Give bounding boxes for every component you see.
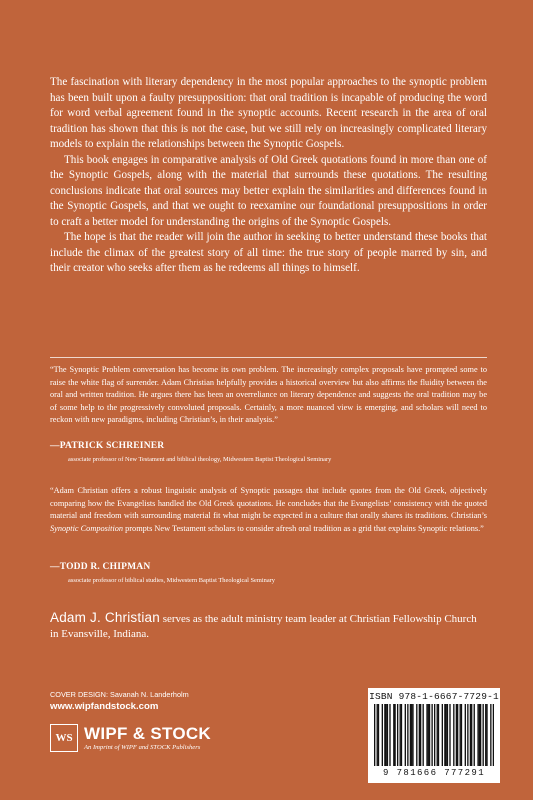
publisher-website: www.wipfandstock.com (50, 701, 159, 712)
barcode-bar (429, 704, 430, 766)
barcode-bar (474, 704, 475, 766)
barcode-bar (426, 704, 427, 766)
endorsement-2-name: —TODD R. CHIPMAN (50, 562, 151, 572)
barcode-bar (387, 704, 388, 766)
barcode-bar (453, 704, 454, 766)
barcode-bar (460, 704, 461, 766)
barcode-bar (456, 704, 457, 766)
endorsement-1-name: —PATRICK SCHREINER (50, 441, 165, 451)
barcode-bar (401, 704, 402, 766)
barcode-bar (389, 704, 390, 766)
barcode-bar (480, 704, 481, 766)
barcode-bar (467, 704, 468, 766)
barcode-bar (449, 704, 450, 766)
barcode-bar (385, 704, 386, 766)
barcode-bar (471, 704, 472, 766)
barcode-bar (470, 704, 471, 766)
barcode-bar (485, 704, 486, 766)
barcode-bar (465, 704, 466, 766)
book-description (50, 75, 487, 277)
barcode-bar (461, 704, 462, 766)
barcode-bar (411, 704, 412, 766)
barcode-bar (382, 704, 383, 766)
barcode-bar (393, 704, 394, 766)
barcode-digits: 9 781666 777291 (382, 768, 485, 778)
barcode-bar (423, 704, 424, 766)
author-bio-text: serves as the adult ministry team leader at Christian Fellowship Church in Evansville, Indiana. (50, 613, 477, 640)
barcode-bar (428, 704, 429, 766)
barcode-bar (416, 704, 417, 766)
barcode-bar (457, 704, 458, 766)
barcode-bar (486, 704, 487, 766)
publisher-block (50, 724, 250, 756)
isbn-number: ISBN 978-1-6667-7729-1 (369, 691, 499, 702)
barcode-bar (419, 704, 420, 766)
barcode-bar (477, 704, 478, 766)
barcode-bar (397, 704, 398, 766)
author-bio (50, 610, 487, 642)
barcode-bar (437, 704, 438, 766)
author-name: Adam J. Christian (50, 610, 160, 625)
barcode-bar (378, 704, 379, 766)
barcode-bar (431, 704, 432, 766)
barcode-bar (493, 704, 494, 766)
barcode-bar (407, 704, 408, 766)
barcode-bar (394, 704, 395, 766)
barcode-bar (400, 704, 401, 766)
barcode-bar (483, 704, 484, 766)
endorsement-1-quote: “The Synoptic Problem conversation has become its own problem. The increasingly complex proposals have prompted some to raise the white flag of surrender. Adam Christian helpfully provides a historical overview but also affirms the fluidity between the oral and written tradition. He argues there has been an overreliance on literary dependence and suggests the oral tradition may be of some help to the progressively convoluted proposals. Certainly, a more nuanced view is emerging, and scholars will need to reckon with new paradigms, including Christian’s, in their analysis.” (50, 365, 487, 424)
cover-design-credit: COVER DESIGN: Savanah N. Landerholm (50, 690, 189, 699)
description-paragraph-2: This book engages in comparative analysis of Old Greek quotations found in more than one of the Synoptic Gospels, along with the material that surrounds these quotations. The resulting conclusions indicate that oral sources may better explain the similarities and differences found in the Synoptic Gospels, and that we ought to reexamine our foundational presuppositions in order to craft a better model for understanding the origins of the Synoptic Gospels. (50, 153, 487, 228)
isbn-barcode (368, 688, 500, 783)
endorsement-1-title: associate professor of New Testament and biblical theology, Midwestern Baptist Theological Seminary (68, 456, 332, 463)
barcode-bar (434, 704, 435, 766)
barcode-bar (490, 704, 491, 766)
barcode-bar (442, 704, 443, 766)
barcode-bars (374, 704, 494, 766)
barcode-bar (447, 704, 448, 766)
barcode-bar (377, 704, 378, 766)
barcode-bar (479, 704, 480, 766)
description-paragraph-3: The hope is that the reader will join the author in seeking to better understand these books that include the climax of the greatest story of all time: the true story of people marred by sin, and their creator who seeks after them as he redeems all things to himself. (50, 231, 487, 274)
divider-rule (50, 357, 487, 358)
endorsement-2-title: associate professor of biblical studies, Midwestern Baptist Theological Seminary (68, 577, 275, 584)
publisher-logo: WS (50, 724, 78, 752)
barcode-bar (384, 704, 385, 766)
publisher-name: WIPF & STOCK (84, 724, 212, 743)
barcode-bar (405, 704, 406, 766)
endorsement-2-quote: “Adam Christian offers a robust linguistic analysis of Synoptic passages that include quotes from the Old Greek, objectively comparing how the Evangelists handled the Old Greek quotations. He concludes that the Evangelists’ consistency with the quoted material and freedom with surrounding material fit what might be expected in a culture that orally shares its traditions. Christian’s Synoptic Composition prompts New Testament scholars to consider afresh oral tradition as a grid that explains Synoptic relations.” (50, 486, 487, 533)
barcode-bar (438, 704, 439, 766)
barcode-bar (410, 704, 411, 766)
barcode-bar (374, 704, 375, 766)
barcode-bar (445, 704, 446, 766)
publisher-imprint: An Imprint of WIPF and STOCK Publishers (84, 744, 201, 751)
description-paragraph-1: The fascination with literary dependency in the most popular approaches to the synoptic problem has been built upon a faulty presupposition: that oral tradition is incapable of producing the word for word verbal agreement found in the synoptic accounts. Recent research in the area of oral tradition has shown that this is not the case, but we still rely on increasingly complicated literary models to explain the relationships between the Synoptic Gospels. (50, 76, 487, 150)
barcode-bar (444, 704, 445, 766)
barcode-bar (420, 704, 421, 766)
barcode-bar (412, 704, 413, 766)
